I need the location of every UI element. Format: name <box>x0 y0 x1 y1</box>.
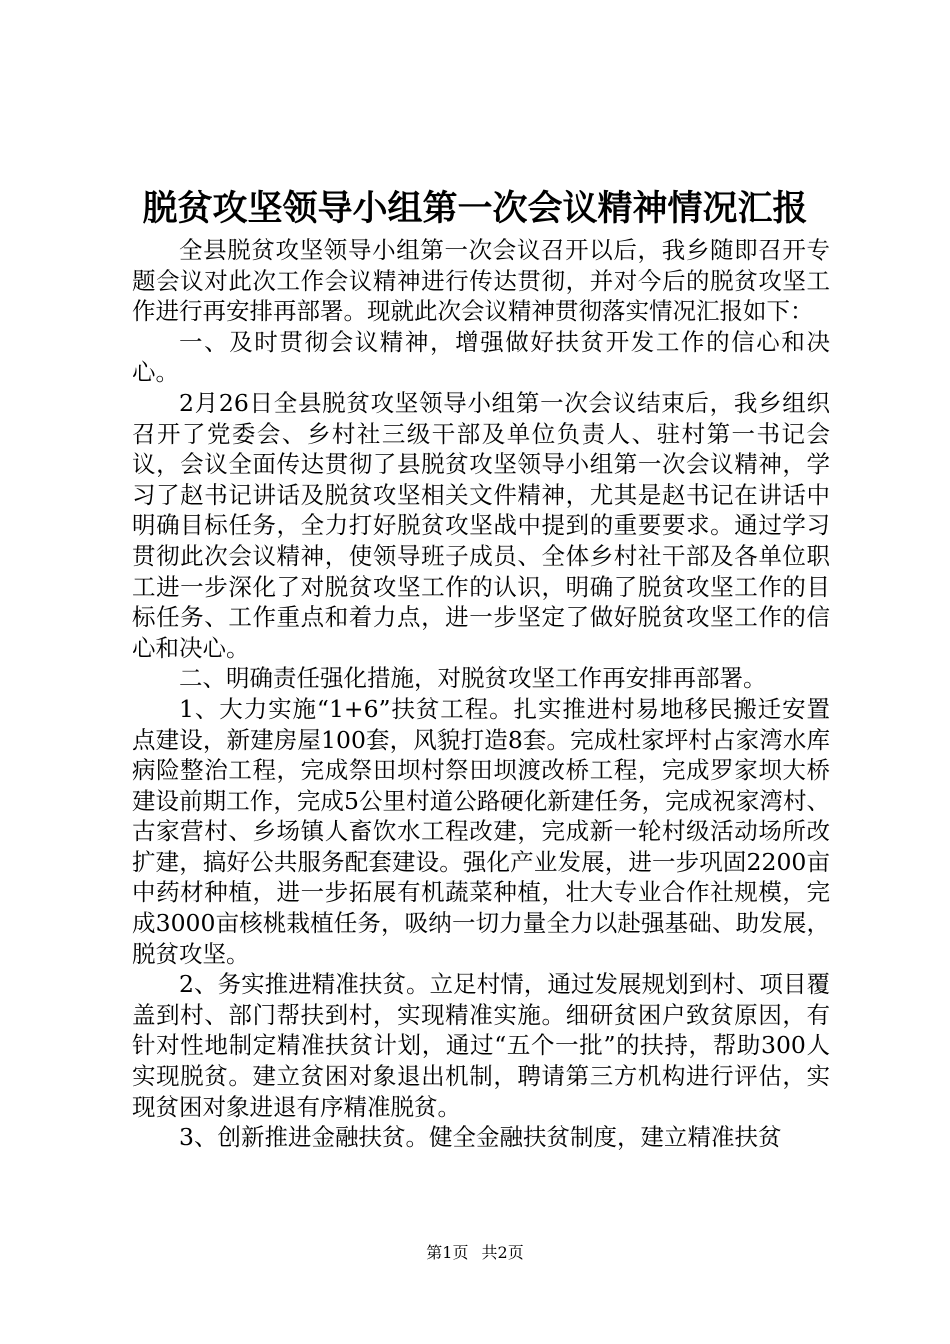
document-body <box>132 235 830 1153</box>
page-number-current: 第1页 <box>426 1243 469 1262</box>
page-footer <box>0 1242 950 1264</box>
paragraph-heading-1: 一、及时贯彻会议精神，增强做好扶贫开发工作的信心和决心。 <box>132 327 830 387</box>
page-number-total: 共2页 <box>481 1243 524 1262</box>
paragraph-item-2: 2、务实推进精准扶贫。立足村情，通过发展规划到村、项目覆盖到村、部门帮扶到村，实现精准实施。细研贫困户致贫原因，有针对性地制定精准扶贫计划，通过“五个一批”的扶持，帮助300人实现脱贫。建立贫困对象退出机制，聘请第三方机构进行评估，实现贫困对象进退有序精准脱贫。 <box>132 970 830 1121</box>
paragraph-item-3: 3、创新推进金融扶贫。健全金融扶贫制度，建立精准扶贫 <box>179 1123 782 1152</box>
paragraph-item-1: 1、大力实施“1+6”扶贫工程。扎实推进村易地移民搬迁安置点建设，新建房屋100套，风貌打造8套。完成杜家坪村占家湾水库病险整治工程，完成祭田坝村祭田坝渡改桥工程，完成罗家坝大桥建设前期工作，完成5公里村道公路硬化新建任务，完成祝家湾村、古家营村、乡场镇人畜饮水工程改建，完成新一轮村级活动场所改扩建，搞好公共服务配套建设。强化产业发展，进一步巩固2200亩中药材种植，进一步拓展有机蔬菜种植，壮大专业合作社规模，完成3000亩核桃栽植任务，吸纳一切力量全力以赴强基础、助发展，脱贫攻坚。 <box>132 694 830 968</box>
paragraph-heading-2: 二、明确责任强化措施，对脱贫攻坚工作再安排再部署。 <box>179 664 767 693</box>
paragraph-meeting: 2月26日全县脱贫攻坚领导小组第一次会议结束后，我乡组织召开了党委会、乡村社三级干部及单位负责人、驻村第一书记会议，会议全面传达贯彻了县脱贫攻坚领导小组第一次会议精神，学习了赵书记讲话及脱贫攻坚相关文件精神，尤其是赵书记在讲话中明确目标任务，全力打好脱贫攻坚战中提到的重要要求。通过学习贯彻此次会议精神，使领导班子成员、全体乡村社干部及各单位职工进一步深化了对脱贫攻坚工作的认识，明确了脱贫攻坚工作的目标任务、工作重点和着力点，进一步坚定了做好脱贫攻坚工作的信心和决心。 <box>132 388 830 662</box>
document-title: 脱贫攻坚领导小组第一次会议精神情况汇报 <box>142 188 808 229</box>
paragraph-intro: 全县脱贫攻坚领导小组第一次会议召开以后，我乡随即召开专题会议对此次工作会议精神进行传达贯彻，并对今后的脱贫攻坚工作进行再安排再部署。现就此次会议精神贯彻落实情况汇报如下： <box>132 236 830 326</box>
